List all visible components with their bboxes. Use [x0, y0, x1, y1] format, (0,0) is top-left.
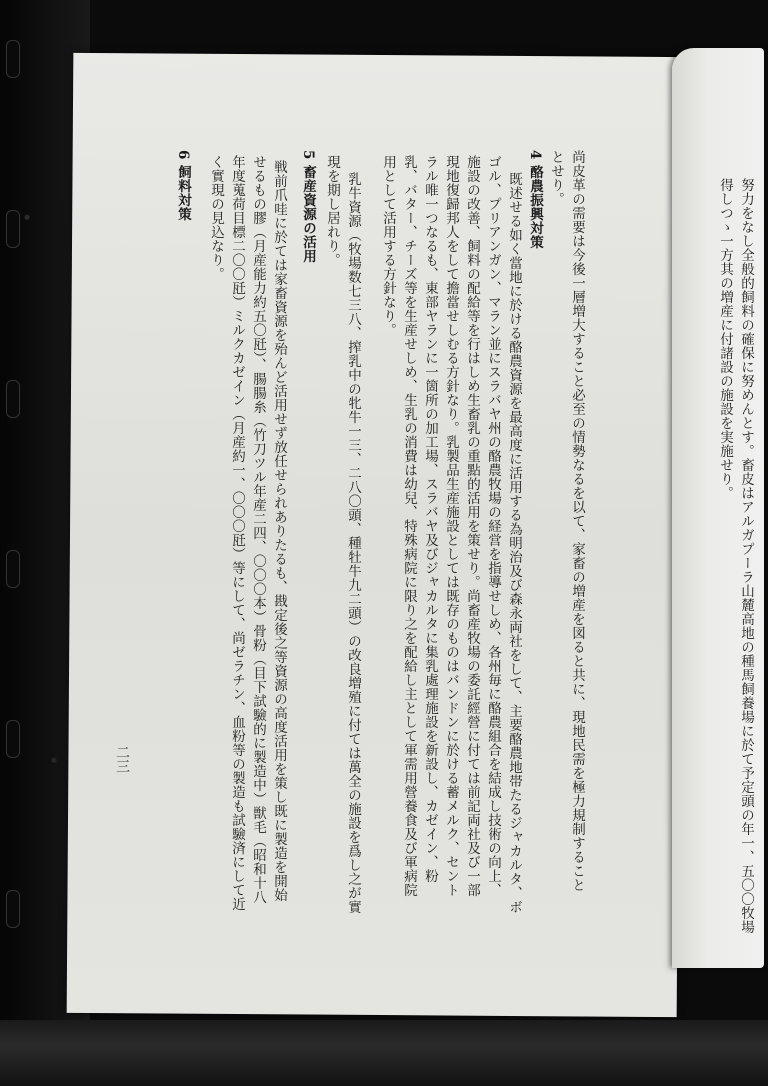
- text-line: 乳、バター、チーズ等を生産せしめ、生乳の消費は幼兒、特殊病院に限り之を配給し主として軍需用營養食及び軍病院: [401, 155, 417, 897]
- document-page: [67, 53, 684, 1017]
- sprocket-hole: [6, 210, 20, 248]
- text-line: 用として活用する方針なり。: [380, 155, 396, 337]
- text-line: ゴル、プリアンガン、マラン並にスラバヤ州の酪農牧場の経営を指導せしめ、各州毎に酪農組合を結成し技術の向上、: [485, 155, 501, 897]
- text-line: 戦前爪哇に於ては家畜資源を殆んど活用せず放任せられありたるも、戡定後之等資源の高度活用を策し既に製造を開始: [271, 160, 287, 902]
- sprocket-hole: [6, 890, 20, 928]
- adjacent-page: [672, 48, 764, 968]
- section-heading: 4 酪農振興対策: [527, 150, 543, 250]
- text-line: 得しつゝ一方其の増産に付諸設の施設を実施せり。: [717, 178, 733, 500]
- text-line: 尚皮革の需要は今後一層増大すること必至の情勢なるを以て、家畜の増産を図ると共に、現地民需を極力規制すること: [569, 150, 585, 892]
- text-line: せるもの膠（月産能力約五〇瓩）、腸腸糸（竹刀ツル年産二四、〇〇〇本）骨粉（目下試驗的に製造中）獣毛（昭和十八: [250, 155, 266, 905]
- text-line: 既述せる如く當地に於ける酪農資源を最高度に活用する為明治及び森永両社をして、主要酪農地帯たるジャカルタ、ボ: [506, 172, 522, 914]
- text-line: 年度蒐荷目標二〇〇瓩）ミルクカゼイン（月産約一、〇〇〇瓩）等にして、尚ゼラチン、血粉等の製造も試驗済にして近: [229, 155, 245, 911]
- text-line: とせり。: [548, 150, 564, 206]
- sprocket-hole: [6, 720, 20, 758]
- text-line: 現を期し居れり。: [324, 155, 340, 267]
- text-line: 施設の改善、飼料の配給等を行はしめ生畜乳の重點的活用を策せり。尚畜産牧場の委託經營に付ては前記両社及び一部: [464, 155, 480, 897]
- sprocket-hole: [6, 380, 20, 418]
- text-line: く實現の見込なり。: [208, 155, 224, 281]
- text-line: ラル唯一つなるも、東部ヤランに一箇所の加工場、スラバヤ及びジャカルタに集乳處理施設を新設し、カゼイン、粉: [422, 155, 438, 883]
- film-bottom-edge: [0, 1020, 768, 1086]
- sprocket-hole: [6, 40, 20, 78]
- text-line: 努力をなし全般的飼料の確保に努めんとす。畜皮はアルガプーラ山麓高地の種馬飼養場に於て予定頭の年一、五〇〇牧場: [738, 178, 754, 934]
- text-line: 乳牛資源（牧場数七三八、搾乳中の牝牛一三、二八〇頭、種牡牛九二頭）の改良増殖に付ては萬全の施設を爲し之が實: [345, 172, 361, 914]
- section-heading: 6 飼料対策: [175, 150, 191, 222]
- sprocket-hole: [6, 550, 20, 588]
- text-line: 現地復歸邦人をして擔當せしむる方針なり。乳製品生産施設としては既存のものはバンドンに於ける蓄メルク、セント: [443, 155, 459, 897]
- section-heading: 5 畜産資源の活用: [300, 150, 316, 264]
- page-number: 二三: [114, 745, 130, 773]
